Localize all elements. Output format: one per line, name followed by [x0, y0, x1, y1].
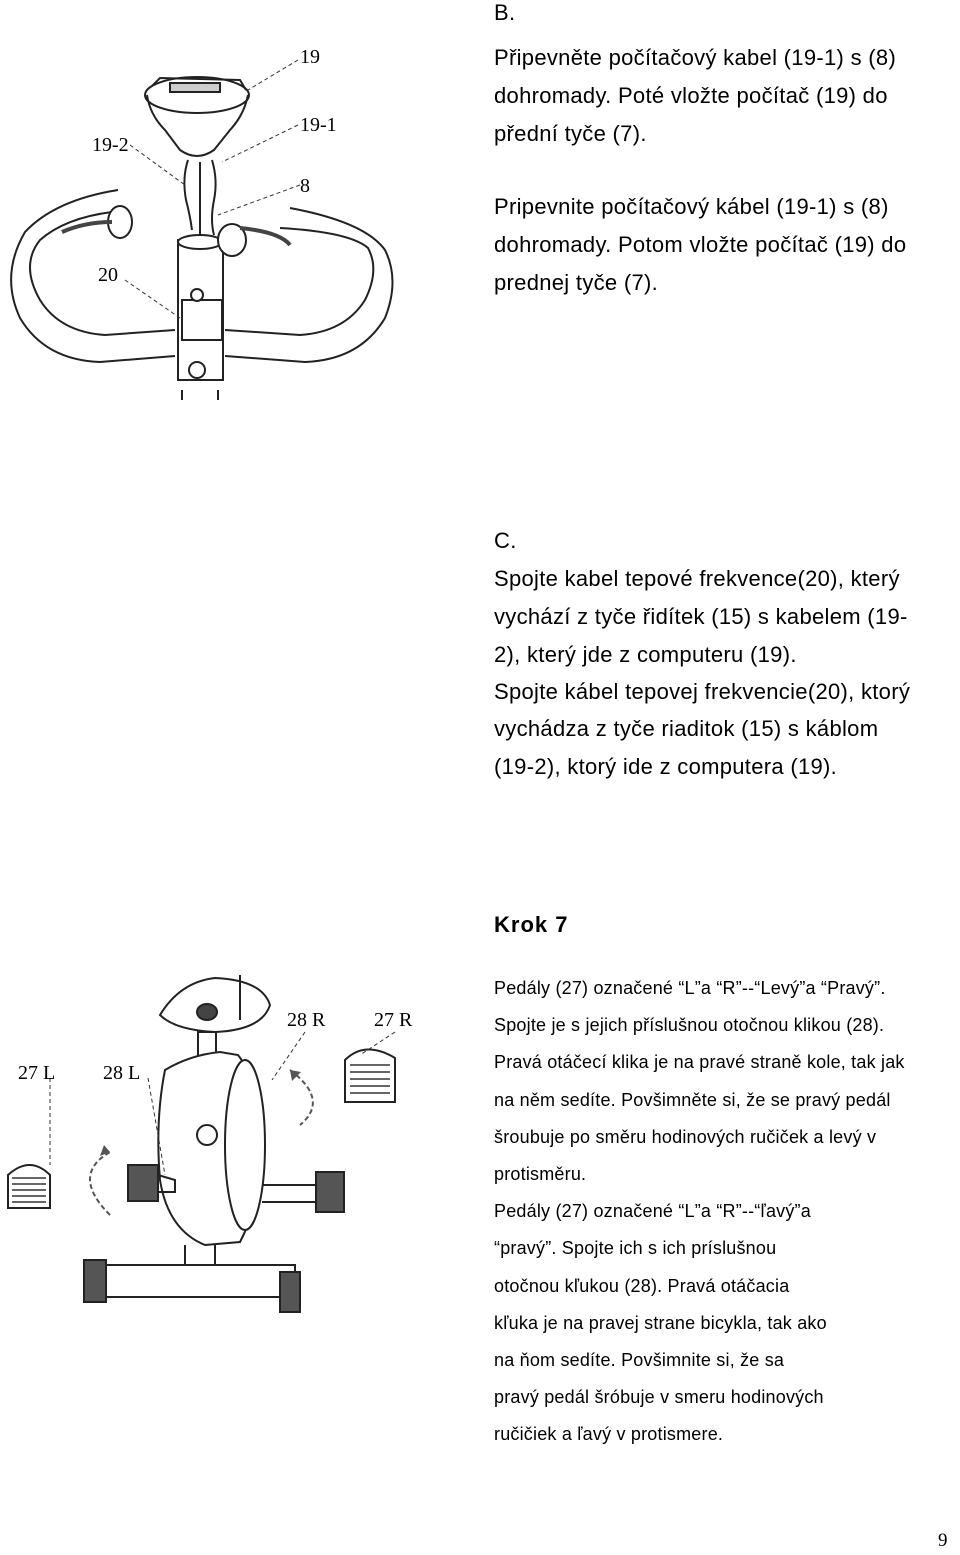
- section-b-letter: B.: [494, 0, 516, 25]
- page-number: 9: [938, 1530, 948, 1551]
- label-28-l: 28 L: [103, 1062, 141, 1084]
- step-7-line-3: Pravá otáčecí klika je na pravé straně kole, tak jak: [494, 1052, 905, 1072]
- section-c-line-5: vychádza z tyče riaditok (15) s káblom: [494, 716, 879, 741]
- label-27-r: 27 R: [374, 1009, 413, 1031]
- section-c-line-6: (19-2), ktorý ide z computera (19).: [494, 754, 838, 779]
- section-b-sk-line-1: Pripevnite počítačový kábel (19-1) s (8): [494, 194, 889, 219]
- section-c-line-1: Spojte kabel tepové frekvence(20), který: [494, 566, 900, 591]
- step-7-line-7: Pedály (27) označené “L”a “R”--“ľavý”a: [494, 1201, 811, 1221]
- step-7-line-9: otočnou kľukou (28). Pravá otáčacia: [494, 1276, 790, 1296]
- step-7-line-12: pravý pedál šróbuje v smeru hodinových: [494, 1387, 824, 1407]
- section-b-sk-line-3: prednej tyče (7).: [494, 270, 659, 295]
- label-28-r: 28 R: [287, 1009, 326, 1031]
- section-c-line-3: 2), který jde z computeru (19).: [494, 642, 797, 667]
- figure-b-diagram: [0, 0, 440, 410]
- step-7-line-4: na něm sedíte. Povšimněte si, že se pravý pedál: [494, 1090, 891, 1110]
- label-8: 8: [300, 175, 310, 197]
- step-7-line-2: Spojte je s jejich příslušnou otočnou klikou (28).: [494, 1015, 885, 1035]
- section-b-cz-line-2: dohromady. Poté vložte počítač (19) do: [494, 83, 888, 108]
- step-7-line-11: na ňom sedíte. Povšimnite si, že sa: [494, 1350, 785, 1370]
- step-7-heading: Krok 7: [494, 912, 569, 937]
- section-b-cz-line-3: přední tyče (7).: [494, 121, 647, 146]
- handlebar-computer-drawing: [0, 0, 440, 410]
- section-c-line-4: Spojte kábel tepovej frekvencie(20), ktorý: [494, 679, 911, 704]
- label-19: 19: [300, 46, 320, 68]
- label-19-2: 19-2: [92, 134, 129, 156]
- label-27-l: 27 L: [18, 1062, 56, 1084]
- label-19-1: 19-1: [300, 114, 337, 136]
- label-20: 20: [98, 264, 118, 286]
- step-7-line-13: ručičiek a ľavý v protismere.: [494, 1424, 724, 1444]
- step-7-line-5: šroubuje po směru hodinových ručiček a levý v: [494, 1127, 877, 1147]
- section-b-cz-line-1: Připevněte počítačový kabel (19-1) s (8): [494, 45, 897, 70]
- step-7-line-6: protisměru.: [494, 1164, 587, 1184]
- section-b-sk-line-2: dohromady. Potom vložte počítač (19) do: [494, 232, 907, 257]
- step-7-line-1: Pedály (27) označené “L”a “R”--“Levý”a “Pravý”.: [494, 978, 886, 998]
- section-c-letter: C.: [494, 528, 517, 553]
- figure-7-diagram: [0, 960, 470, 1320]
- step-7-line-10: kľuka je na pravej strane bicykla, tak ako: [494, 1313, 827, 1333]
- step-7-line-8: “pravý”. Spojte ich s ich príslušnou: [494, 1238, 777, 1258]
- section-c-line-2: vychází z tyče řidítek (15) s kabelem (19-: [494, 604, 908, 629]
